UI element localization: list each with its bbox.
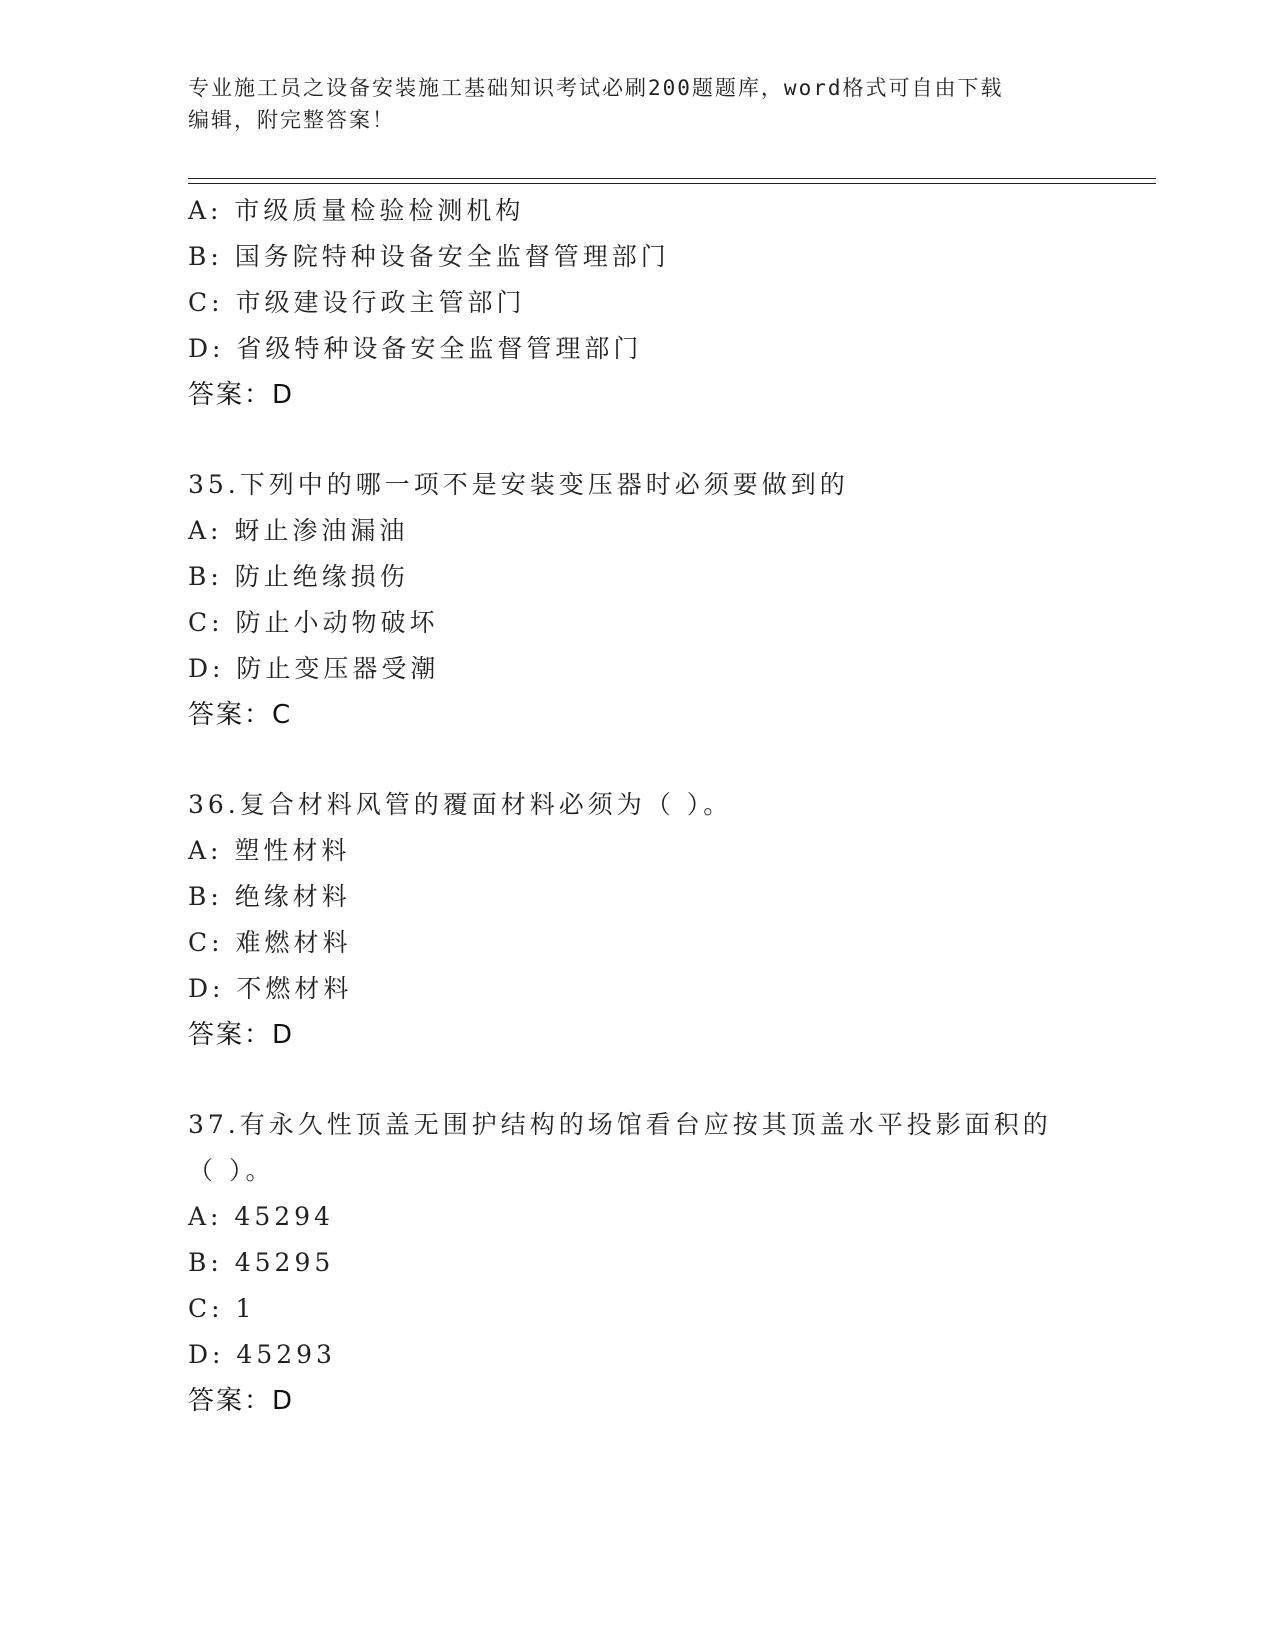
option-b: B: 绝缘材料 (188, 882, 351, 911)
document-header (188, 72, 1088, 136)
option-a: A: 45294 (188, 1202, 334, 1231)
option-c: C: 难燃材料 (188, 928, 352, 957)
question-block-36 (188, 782, 1148, 1058)
question-block-37 (188, 1102, 1148, 1424)
answer-label: 答案：D (188, 380, 295, 410)
header-divider-bottom (188, 183, 1156, 184)
option-a: A: 蚜止渗油漏油 (188, 516, 409, 545)
option-d: D: 45293 (188, 1340, 336, 1369)
question-stem: 36.复合材料风管的覆面材料必须为（ ）。 (188, 790, 733, 819)
option-a: A: 市级质量检验检测机构 (188, 196, 525, 225)
answer-label: 答案：D (188, 1020, 295, 1050)
option-b: B: 防止绝缘损伤 (188, 562, 409, 591)
option-b: B: 45295 (188, 1248, 335, 1277)
question-block-35 (188, 462, 1148, 738)
option-c: C: 防止小动物破坏 (188, 608, 439, 637)
option-c: C: 1 (188, 1294, 256, 1323)
option-a: A: 塑性材料 (188, 836, 351, 865)
header-divider-top (188, 178, 1156, 179)
answer-label: 答案：C (188, 700, 293, 730)
question-stem: 35.下列中的哪一项不是安装变压器时必须要做到的 (188, 470, 849, 499)
question-list (188, 188, 1148, 1424)
option-c: C: 市级建设行政主管部门 (188, 288, 526, 317)
option-d: D: 省级特种设备安全监督管理部门 (188, 334, 643, 363)
header-title-line-1: 专业施工员之设备安装施工基础知识考试必刷200题题库，word格式可自由下载 (188, 76, 1004, 100)
option-d: D: 防止变压器受潮 (188, 654, 440, 683)
question-stem: 37.有永久性顶盖无围护结构的场馆看台应按其顶盖水平投影面积的（ ）。 (188, 1110, 1052, 1185)
question-block-34 (188, 188, 1148, 418)
option-b: B: 国务院特种设备安全监督管理部门 (188, 242, 670, 271)
answer-label: 答案：D (188, 1386, 295, 1416)
header-title-line-2: 编辑，附完整答案！ (188, 108, 395, 132)
option-d: D: 不燃材料 (188, 974, 353, 1003)
